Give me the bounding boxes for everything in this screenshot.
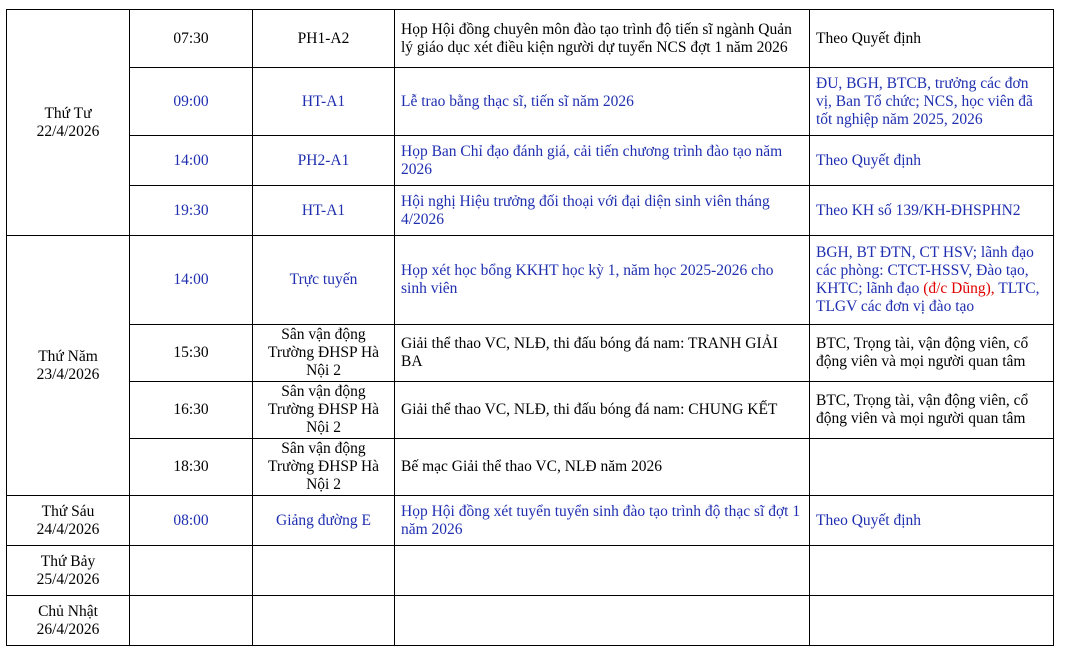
day-name: Thứ Bảy (40, 552, 96, 570)
table-row (7, 186, 1054, 236)
place-cell: Sân vận động Trường ĐHSP Hà Nội 2 (253, 439, 395, 496)
content-cell: Lễ trao bằng thạc sĩ, tiến sĩ năm 2026 (395, 68, 810, 136)
table-row (7, 236, 1054, 325)
day-cell-saturday (7, 546, 130, 596)
day-cell-wednesday (7, 10, 130, 236)
content-cell: Họp Hội đồng xét tuyển tuyển sinh đào tạo trình độ thạc sĩ đợt 1 năm 2026 (395, 496, 810, 546)
participants-cell: BTC, Trọng tài, vận động viên, cổ động viên và mọi người quan tâm (810, 382, 1054, 439)
table-row (7, 10, 1054, 68)
participants-cell: Theo KH số 139/KH-ĐHSPHN2 (810, 186, 1054, 236)
table-row (7, 596, 1054, 646)
table-row (7, 325, 1054, 382)
day-name: Thứ Sáu (41, 502, 95, 520)
participants-cell: ĐU, BGH, BTCB, trưởng các đơn vị, Ban Tổ chức; NCS, học viên đã tốt nghiệp năm 2025, 2026 (810, 68, 1054, 136)
empty-cell (395, 596, 810, 646)
empty-cell (810, 546, 1054, 596)
place-cell: HT-A1 (253, 68, 395, 136)
participants-cell (810, 439, 1054, 496)
time-cell: 16:30 (130, 382, 253, 439)
place-cell: PH1-A2 (253, 10, 395, 68)
table-row (7, 496, 1054, 546)
table-row (7, 439, 1054, 496)
empty-cell (810, 596, 1054, 646)
place-cell: Giảng đường E (253, 496, 395, 546)
time-cell: 08:00 (130, 496, 253, 546)
table-row (7, 136, 1054, 186)
time-cell: 09:00 (130, 68, 253, 136)
content-cell: Họp Hội đồng chuyên môn đào tạo trình độ tiến sĩ ngành Quản lý giáo dục xét điều kiện người dự tuyển NCS đợt 1 năm 2026 (395, 10, 810, 68)
content-cell: Họp Ban Chỉ đạo đánh giá, cải tiến chương trình đào tạo năm 2026 (395, 136, 810, 186)
content-cell: Họp xét học bổng KKHT học kỳ 1, năm học 2025-2026 cho sinh viên (395, 236, 810, 325)
content-cell: Bế mạc Giải thể thao VC, NLĐ năm 2026 (395, 439, 810, 496)
empty-cell (253, 546, 395, 596)
time-cell: 15:30 (130, 325, 253, 382)
empty-cell (130, 546, 253, 596)
day-cell-thursday (7, 236, 130, 496)
time-cell: 19:30 (130, 186, 253, 236)
day-date: 26/4/2026 (36, 620, 100, 638)
participants-highlight: (đ/c Dũng), (923, 280, 995, 297)
participants-text: BGH, BT ĐTN, CT HSV; lãnh đạo các phòng: CTCT-HSSV, Đào tạo, KHTC; lãnh đạo (816, 244, 1034, 297)
day-name: Chủ Nhật (38, 602, 98, 620)
participants-cell (810, 236, 1054, 325)
day-cell-friday (7, 496, 130, 546)
content-cell: Giải thể thao VC, NLĐ, thi đấu bóng đá nam: CHUNG KẾT (395, 382, 810, 439)
day-name: Thứ Tư (44, 104, 92, 122)
table-row (7, 68, 1054, 136)
participants-cell: Theo Quyết định (810, 10, 1054, 68)
day-date: 24/4/2026 (36, 520, 100, 538)
participants-cell: Theo Quyết định (810, 496, 1054, 546)
place-cell: HT-A1 (253, 186, 395, 236)
participants-cell: BTC, Trọng tài, vận động viên, cổ động viên và mọi người quan tâm (810, 325, 1054, 382)
place-cell: Trực tuyến (253, 236, 395, 325)
time-cell: 14:00 (130, 136, 253, 186)
empty-cell (395, 546, 810, 596)
time-cell: 07:30 (130, 10, 253, 68)
day-date: 22/4/2026 (36, 122, 100, 140)
day-date: 25/4/2026 (36, 570, 100, 588)
content-cell: Hội nghị Hiệu trưởng đối thoại với đại diện sinh viên tháng 4/2026 (395, 186, 810, 236)
table-row (7, 382, 1054, 439)
empty-cell (253, 596, 395, 646)
empty-cell (130, 596, 253, 646)
time-cell: 14:00 (130, 236, 253, 325)
content-cell: Giải thể thao VC, NLĐ, thi đấu bóng đá nam: TRANH GIẢI BA (395, 325, 810, 382)
place-cell: Sân vận động Trường ĐHSP Hà Nội 2 (253, 325, 395, 382)
participants-text: TLTC, TLGV các đơn vị đào tạo (816, 280, 1040, 315)
place-cell: Sân vận động Trường ĐHSP Hà Nội 2 (253, 382, 395, 439)
day-date: 23/4/2026 (36, 365, 100, 383)
participants-cell: Theo Quyết định (810, 136, 1054, 186)
day-name: Thứ Năm (38, 347, 98, 365)
place-cell: PH2-A1 (253, 136, 395, 186)
day-cell-sunday (7, 596, 130, 646)
schedule-table (6, 9, 1054, 646)
time-cell: 18:30 (130, 439, 253, 496)
table-row (7, 546, 1054, 596)
